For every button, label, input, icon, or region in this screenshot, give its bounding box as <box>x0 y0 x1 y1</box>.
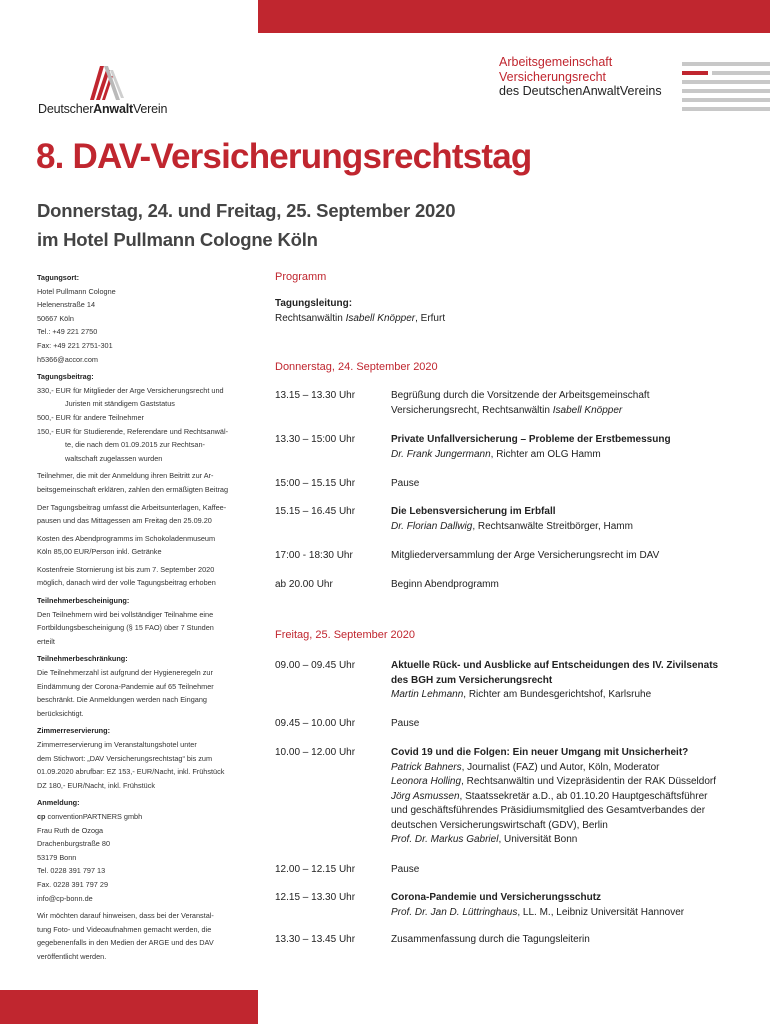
arge-line2: Versicherungsrecht <box>499 69 607 84</box>
anmeldung-heading: Anmeldung: <box>37 798 80 808</box>
top-color-bar <box>258 0 770 33</box>
beschraenkung-heading: Teilnehmerbeschränkung: <box>37 654 128 664</box>
arge-line1: Arbeitsgemeinschaft <box>499 55 613 69</box>
subtitle: Donnerstag, 24. und Freitag, 25. September 2020 im Hotel Pullmann Cologne Köln <box>37 200 456 250</box>
day2-heading: Freitag, 25. September 2020 <box>275 629 416 641</box>
zimmer-heading: Zimmerreservierung: <box>37 726 110 736</box>
dav-name: DeutscherAnwaltVerein <box>38 102 168 116</box>
arge-line3: des DeutschenAnwaltVereins <box>499 84 662 98</box>
tagungsleitung: Tagungsleitung: Rechtsanwältin Isabell Knöpper, Erfurt <box>275 298 446 324</box>
day1-heading: Donnerstag, 24. September 2020 <box>275 361 438 373</box>
hotel-email[interactable]: h5366@accor.com <box>37 354 98 364</box>
anmeldung-email[interactable]: info@cp-bonn.de <box>37 893 93 903</box>
bescheinigung-heading: Teilnehmerbescheinigung: <box>37 596 130 606</box>
beitrag-heading: Tagungsbeitrag: <box>37 372 94 382</box>
decorative-stripes <box>682 62 770 110</box>
tagungsort-heading: Tagungsort: <box>37 273 80 282</box>
dav-logo <box>38 60 188 120</box>
bottom-color-bar <box>0 990 258 1024</box>
arge-header <box>499 55 662 99</box>
info-column: Tagungsort: Hotel Pullmann Cologne Helenenstraße 14 50667 Köln Tel.: +49 221 2750 Fax: +49 221 2751-301 h5366@accor.com Tagungsbeitrag: 330,- EUR für Mitglieder der Arge Versicherungsrecht und Juristen mit ständigem Gaststatus 500,- EUR für andere Teilnehmer 150,- EUR für Studierende, Referendare und Rechtsanwäl- te, die nach dem 01.09.2015 zur Rechtsan- waltschaft zugelassen wurden Teilnehmer, die mit der Anmeldung ihren Beitritt zur Ar- beitsgemeinschaft erklären, zahlen den ermäßigten Beitrag Der Tagungsbeitrag umfasst die Arbeitsunterlagen, Kaffee- pausen und das Mittagessen am Freitag den 25.09.20 Kosten des Abendprogramms im Schokoladenmuseum Köln 85,00 EUR/Person inkl. Getränke Kostenfreie Stornierung ist bis zum 7. September 2020 möglich, danach wird der volle Tagungsbeitrag erhoben Teilnehmerbescheinigung: Den Teilnehmern wird bei vollständiger Teilnahme eine Fortbildungsbescheinigung (§ 15 FAO) über 7 Stunden erteilt Teilnehmerbeschränkung: Die Teilnehmerzahl ist aufgrund der Hygieneregeln zur Eindämmung der Corona-Pandemie auf 65 Teilnehmer beschränkt. Die Anmeldungen werden nach Eingang berücksichtigt. Zimmerreservierung: Zimmerreservierung im Veranstaltungshotel unter dem Stichwort: „DAV Versicherungsrechtstag“ bis zum 01.09.2020 abrufbar: EZ 153,- EUR/Nacht, inkl. Frühstück DZ 180,- EUR/Nacht, inkl. Frühstück Anmeldung: cp conventionPARTNERS gmbh Frau Ruth de Ozoga Drachenburgstraße 80 53179 Bonn Tel. 0228 391 797 13 Fax. 0228 391 797 29 info@cp-bonn.de Wir möchten darauf hinweisen, dass bei der Veranstal- tung Foto- und Videoaufnahmen gemacht werden, die gegebenenfalls in den Medien der ARGE und des DAV veröffentlicht werden. <box>37 271 252 964</box>
program-heading: Programm <box>275 271 327 283</box>
dav-logo-icon <box>86 60 126 102</box>
page-title: 8. DAV-Versicherungsrechtstag <box>36 137 532 176</box>
